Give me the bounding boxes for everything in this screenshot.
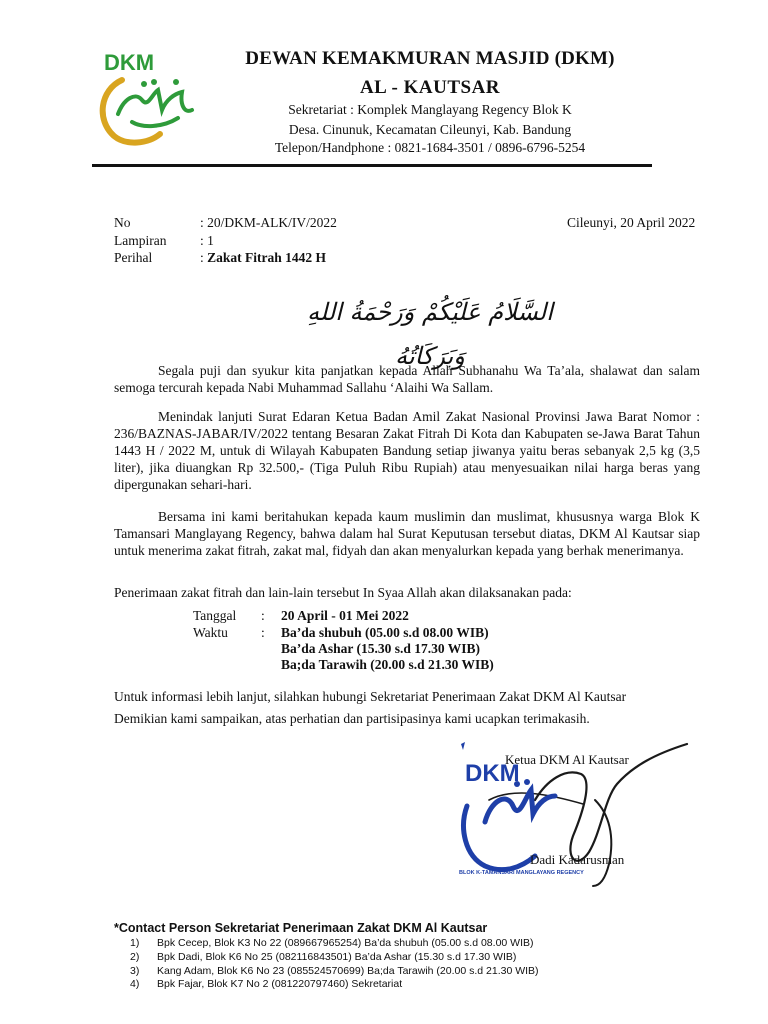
contact-num: 3) [130,965,140,977]
tanggal-colon: : [261,608,265,623]
district-line: Desa. Cinunuk, Kecamatan Cileunyi, Kab. Bandung [288,122,572,137]
contact-num: 2) [130,951,140,963]
waktu-colon: : [261,625,265,640]
signatory-name: Dadi Kadarusman [530,852,625,867]
stamp-logo-text: DKM [465,760,520,787]
perihal-row [200,250,326,266]
lampiran-value: : 1 [200,233,214,248]
dkm-logo [92,48,204,146]
lampiran-label: Lampiran [114,233,167,248]
paragraph-reference: Menindak lanjuti Surat Edaran Ketua Badan Amil Zakat Nasional Provinsi Jawa Barat Nomor : 236/BAZNAS-JABAR/IV/2022 tentang Besaran Zakat Fitrah Di Kota dan Kabupaten se-Jawa Barat Tahun 1443 H / 2022 M, untuk di Wilayah Kabupaten Bandung setiap jiwanya yaitu beras sebanyak 2,5 kg (3,5 liter), jika diuangkan Rp 32.500,- (Tiga Puluh Ribu Rupiah) atau menyesuaikan nilai harga beras yang dipergunakan sehari-hari. [114,409,700,492]
paragraph-closing: Demikian kami sampaikan, atas perhatian dan partisipasinya kami ucapkan terimakasih. [114,711,590,726]
contact-title: *Contact Person Sekretariat Penerimaan Zakat DKM Al Kautsar [114,921,488,935]
logo-text: DKM [104,50,155,75]
paragraph-schedule-intro: Penerimaan zakat fitrah dan lain-lain tersebut In Syaa Allah akan dilaksanakan pada: [114,585,572,600]
waktu-tarawih: Ba;da Tarawih (20.00 s.d 21.30 WIB) [281,657,494,672]
tanggal-value: 20 April - 01 Mei 2022 [281,608,409,623]
header-divider [92,164,652,167]
waktu-label: Waktu [193,625,228,640]
salam-text: السَّلَامُ عَلَيْكُمْ وَرَحْمَةُ اللهِ وَبَرَكَاتُهُ [307,298,553,370]
signatory-title: Ketua DKM Al Kautsar [505,752,629,767]
stamp-caption: BLOK K-TAMANSARI MANGLAYANG REGENCY [459,870,584,876]
paragraph-info: Untuk informasi lebih lanjut, silahkan hubungi Sekretariat Penerimaan Zakat DKM Al Kautsar [114,689,627,704]
paragraph-announcement: Bersama ini kami beritahukan kepada kaum muslimin dan muslimat, khususnya warga Blok K Tamansari Manglayang Regency, bahwa dalam hal Surat Keputusan tersebut diatas, DKM Al Kautsar siap untuk menerima zakat fitrah, zakat mal, fidyah dan akan menyalurkan kepada yang berhak menerimanya. [114,509,700,558]
letter-date: Cileunyi, 20 April 2022 [567,215,696,230]
contact-item: Bpk Dadi, Blok K6 No 25 (082116843501) Ba’da Ashar (15.30 s.d 17.30 WIB) [157,951,517,963]
contact-num: 1) [130,937,140,949]
logo-emblem-icon [92,70,204,146]
contact-item: Bpk Fajar, Blok K7 No 2 (081220797460) Sekretariat [157,978,403,990]
salam-greeting [280,290,580,370]
org-subname: AL - KAUTSAR [359,77,501,98]
perihal-value: Zakat Fitrah 1442 H [207,250,327,265]
address-line: Sekretariat : Komplek Manglayang Regency Blok K [288,102,572,117]
waktu-shubuh: Ba’da shubuh (05.00 s.d 08.00 WIB) [281,625,489,640]
contact-item: Bpk Cecep, Blok K3 No 22 (089667965254) Ba’da shubuh (05.00 s.d 08.00 WIB) [157,937,534,949]
tanggal-label: Tanggal [193,608,237,623]
waktu-ashar: Ba’da Ashar (15.30 s.d 17.30 WIB) [281,641,481,656]
perihal-colon: : [200,250,204,265]
phone-line: Telepon/Handphone : 0821-1684-3501 / 0896-6796-5254 [274,140,586,155]
contact-item: Kang Adam, Blok K6 No 23 (085524570699) Ba;da Tarawih (20.00 s.d 21.30 WIB) [157,965,539,977]
org-name: DEWAN KEMAKMURAN MASJID (DKM) [245,48,615,69]
no-label: No [114,215,131,230]
contact-num: 4) [130,978,140,990]
paragraph-opening: Segala puji dan syukur kita panjatkan kepada Allah Subhanahu Wa Ta’ala, shalawat dan salam semoga tercurah kepada Nabi Muhammad Sallahu ‘Alaihi Wa Sallam. [114,363,700,395]
perihal-label: Perihal [114,250,153,265]
no-value: : 20/DKM-ALK/IV/2022 [200,215,337,230]
